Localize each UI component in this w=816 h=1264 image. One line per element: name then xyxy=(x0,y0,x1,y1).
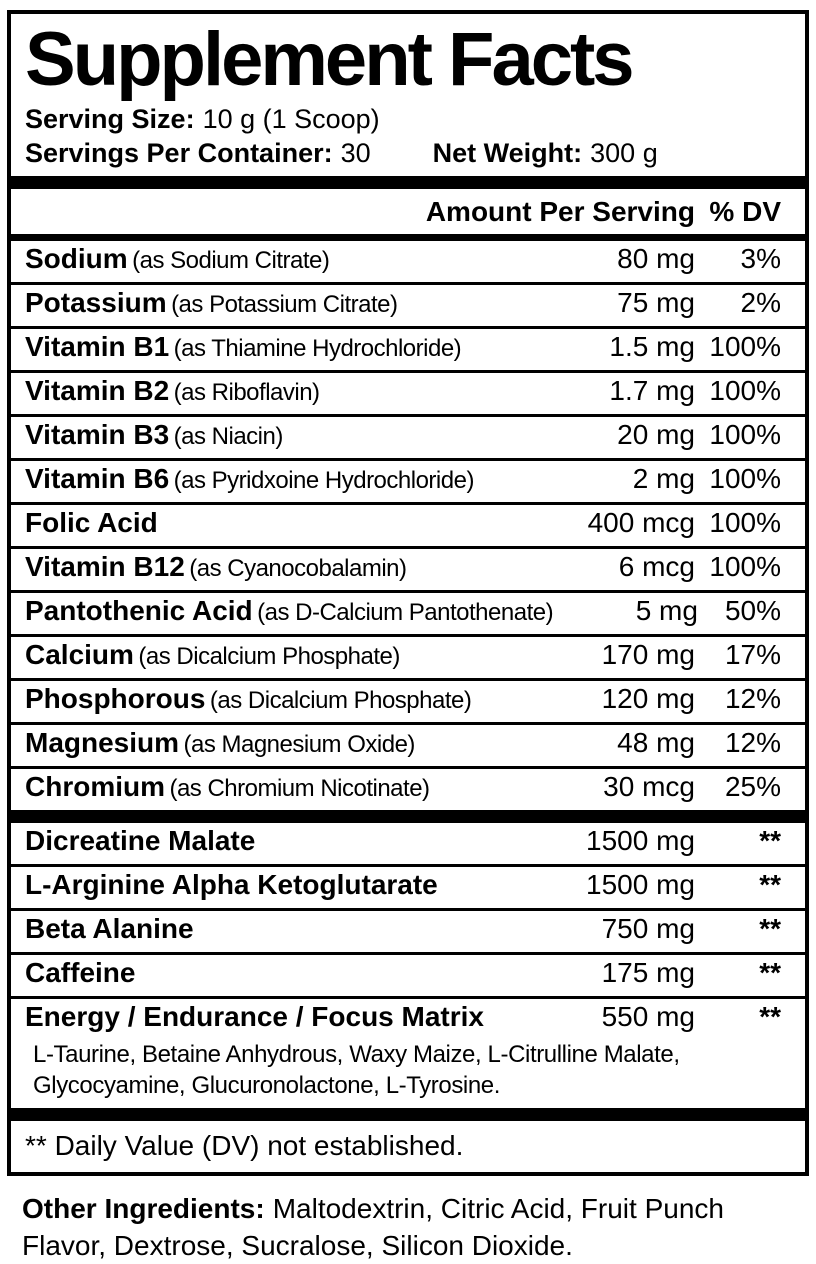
ingredient-source: (as Magnesium Oxide) xyxy=(183,731,415,758)
ingredient-name: Magnesium xyxy=(25,727,180,758)
ingredient-cell xyxy=(25,826,545,861)
dv-footnote: ** Daily Value (DV) not established. xyxy=(25,1130,464,1161)
dv-value: 100% xyxy=(709,375,781,406)
amount-value: 6 mcg xyxy=(618,551,695,582)
amount-value: 80 mg xyxy=(617,243,695,274)
serving-size-value: 10 g (1 Scoop) xyxy=(202,104,380,134)
ingredient-name: Vitamin B2 xyxy=(25,375,170,406)
dv-value: 50% xyxy=(724,595,781,626)
ingredient-name: Calcium xyxy=(25,639,134,670)
blend-sub-ingredients: L-Taurine, Betaine Anhydrous, Waxy Maize, L-Citrulline Malate, Glycocyamine, Glucuronolactone, L-Tyrosine. xyxy=(33,1041,680,1099)
amount-value: 75 mg xyxy=(617,287,695,318)
table-row-main xyxy=(25,958,781,993)
amount-value: 48 mg xyxy=(617,727,695,758)
ingredient-source: (as Potassium Citrate) xyxy=(171,291,398,318)
dv-value: ** xyxy=(759,1001,781,1032)
table-row-main xyxy=(25,772,781,807)
ingredient-name: Potassium xyxy=(25,287,167,318)
table-row-main xyxy=(25,826,781,861)
servings-per-container-label: Servings Per Container: xyxy=(25,138,333,168)
dv-value: ** xyxy=(759,869,781,900)
table-row xyxy=(11,952,805,996)
serving-info xyxy=(11,100,805,176)
amount-column-header: Amount Per Serving xyxy=(425,196,695,227)
ingredient-cell xyxy=(25,684,545,719)
dv-value: 25% xyxy=(724,771,781,802)
divider-thick-middle xyxy=(11,810,805,823)
table-row xyxy=(11,864,805,908)
ingredient-name: Sodium xyxy=(25,243,128,274)
ingredient-cell xyxy=(25,508,545,543)
other-ingredients-value: Maltodextrin, Citric Acid, Fruit Punch Flavor, Dextrose, Sucralose, Silicon Dioxide. xyxy=(22,1193,724,1261)
ingredient-source: (as Pyridxoine Hydrochloride) xyxy=(173,467,474,494)
table-row-main xyxy=(25,420,781,455)
ingredient-cell xyxy=(25,552,545,587)
table-row xyxy=(11,766,805,810)
table-row xyxy=(11,458,805,502)
amount-value: 5 mg xyxy=(635,595,698,626)
ingredient-source: (as Dicalcium Phosphate) xyxy=(209,687,472,714)
ingredient-source: (as Dicalcium Phosphate) xyxy=(138,643,400,670)
dv-value: ** xyxy=(759,913,781,944)
dv-value: 100% xyxy=(709,507,781,538)
ingredient-cell xyxy=(25,332,545,367)
ingredient-cell xyxy=(25,914,545,949)
table-row xyxy=(11,326,805,370)
dv-column-header: % DV xyxy=(709,196,781,227)
net-weight xyxy=(433,136,658,170)
amount-value: 120 mg xyxy=(601,683,695,714)
table-row-main xyxy=(25,376,781,411)
dv-value: 17% xyxy=(724,639,781,670)
servings-per-container-value: 30 xyxy=(340,138,371,168)
table-row xyxy=(11,722,805,766)
dv-value: 100% xyxy=(709,463,781,494)
table-row xyxy=(11,414,805,458)
table-row xyxy=(11,996,805,1108)
blend-rows xyxy=(11,823,805,1108)
ingredient-source: (as Cyanocobalamin) xyxy=(189,555,407,582)
panel-title: Supplement Facts xyxy=(25,17,632,102)
ingredient-cell xyxy=(25,958,545,993)
table-row-main xyxy=(25,914,781,949)
ingredient-cell xyxy=(25,288,545,323)
dv-value: 100% xyxy=(709,331,781,362)
ingredient-source: (as Chromium Nicotinate) xyxy=(169,775,430,802)
table-row-main xyxy=(25,464,781,499)
table-row-main xyxy=(25,508,781,543)
supplement-facts-panel xyxy=(7,10,809,1176)
ingredient-source: (as Thiamine Hydrochloride) xyxy=(173,335,462,362)
amount-value: 1500 mg xyxy=(586,869,695,900)
ingredient-name: Vitamin B3 xyxy=(25,419,170,450)
ingredient-cell xyxy=(25,1002,545,1037)
amount-value: 750 mg xyxy=(601,913,695,944)
table-row xyxy=(11,678,805,722)
ingredient-name: Vitamin B6 xyxy=(25,463,170,494)
table-row-main xyxy=(25,552,781,587)
ingredient-source: (as D-Calcium Pantothenate) xyxy=(257,599,554,626)
serving-size-line xyxy=(25,102,791,136)
amount-value: 175 mg xyxy=(601,957,695,988)
table-row xyxy=(11,590,805,634)
table-row-main xyxy=(25,596,781,631)
ingredient-cell xyxy=(25,376,545,411)
table-row xyxy=(11,370,805,414)
ingredient-name: Phosphorous xyxy=(25,683,206,714)
table-row-main xyxy=(25,640,781,675)
amount-value: 20 mg xyxy=(617,419,695,450)
amount-value: 550 mg xyxy=(601,1001,695,1032)
table-row xyxy=(11,241,805,282)
table-row xyxy=(11,502,805,546)
other-ingredients-label: Other Ingredients: xyxy=(22,1193,265,1224)
dv-value: 2% xyxy=(740,287,781,318)
table-row-main xyxy=(25,332,781,367)
ingredient-source: (as Sodium Citrate) xyxy=(132,247,330,274)
ingredient-cell xyxy=(25,420,545,455)
ingredient-name: Energy / Endurance / Focus Matrix xyxy=(25,1001,485,1032)
dv-value: ** xyxy=(759,825,781,856)
ingredient-name: Beta Alanine xyxy=(25,913,194,944)
divider-medium-header xyxy=(11,234,805,241)
ingredient-cell xyxy=(25,640,545,675)
ingredient-cell xyxy=(25,244,545,279)
supplement-label-page xyxy=(0,10,816,1264)
ingredient-cell xyxy=(25,728,545,763)
panel-inner xyxy=(11,14,805,1172)
table-row-main xyxy=(25,244,781,279)
column-header-row xyxy=(11,189,805,234)
ingredient-name: Chromium xyxy=(25,771,165,802)
ingredient-name: Vitamin B1 xyxy=(25,331,170,362)
amount-value: 1500 mg xyxy=(586,825,695,856)
dv-value: 100% xyxy=(709,551,781,582)
ingredient-name: Caffeine xyxy=(25,957,136,988)
serving-size-label: Serving Size: xyxy=(25,104,195,134)
divider-thick-bottom xyxy=(11,1108,805,1121)
dv-value: 3% xyxy=(740,243,781,274)
net-weight-label: Net Weight: xyxy=(432,138,583,168)
table-row-main xyxy=(25,684,781,719)
table-row-main xyxy=(25,870,781,905)
ingredient-cell xyxy=(25,464,545,499)
other-ingredients xyxy=(22,1190,778,1264)
ingredient-source: (as Riboflavin) xyxy=(173,379,320,406)
table-row xyxy=(11,282,805,326)
dv-value: 12% xyxy=(724,727,781,758)
ingredient-name: Folic Acid xyxy=(25,507,158,538)
table-row-main xyxy=(25,1002,781,1037)
ingredient-name: L-Arginine Alpha Ketoglutarate xyxy=(25,869,438,900)
ingredient-cell xyxy=(25,870,545,905)
nutrient-rows xyxy=(11,241,805,810)
ingredient-name: Vitamin B12 xyxy=(25,551,185,582)
dv-value: 12% xyxy=(724,683,781,714)
table-row-main xyxy=(25,288,781,323)
servings-per-container xyxy=(25,136,371,170)
dv-value: 100% xyxy=(709,419,781,450)
amount-value: 30 mcg xyxy=(603,771,695,802)
table-row xyxy=(11,823,805,864)
amount-value: 2 mg xyxy=(632,463,695,494)
ingredient-cell xyxy=(25,772,545,807)
table-row xyxy=(11,908,805,952)
amount-value: 1.5 mg xyxy=(609,331,695,362)
ingredient-cell xyxy=(25,596,553,631)
table-row xyxy=(11,546,805,590)
ingredient-name: Pantothenic Acid xyxy=(25,595,253,626)
amount-value: 1.7 mg xyxy=(609,375,695,406)
table-row xyxy=(11,634,805,678)
table-row-main xyxy=(25,728,781,763)
ingredient-name: Dicreatine Malate xyxy=(25,825,256,856)
amount-value: 170 mg xyxy=(601,639,695,670)
dv-value: ** xyxy=(759,957,781,988)
ingredient-source: (as Niacin) xyxy=(173,423,283,450)
amount-value: 400 mcg xyxy=(587,507,695,538)
net-weight-value: 300 g xyxy=(590,138,658,168)
divider-thick-top xyxy=(11,176,805,189)
servings-netweight-line xyxy=(25,136,791,170)
